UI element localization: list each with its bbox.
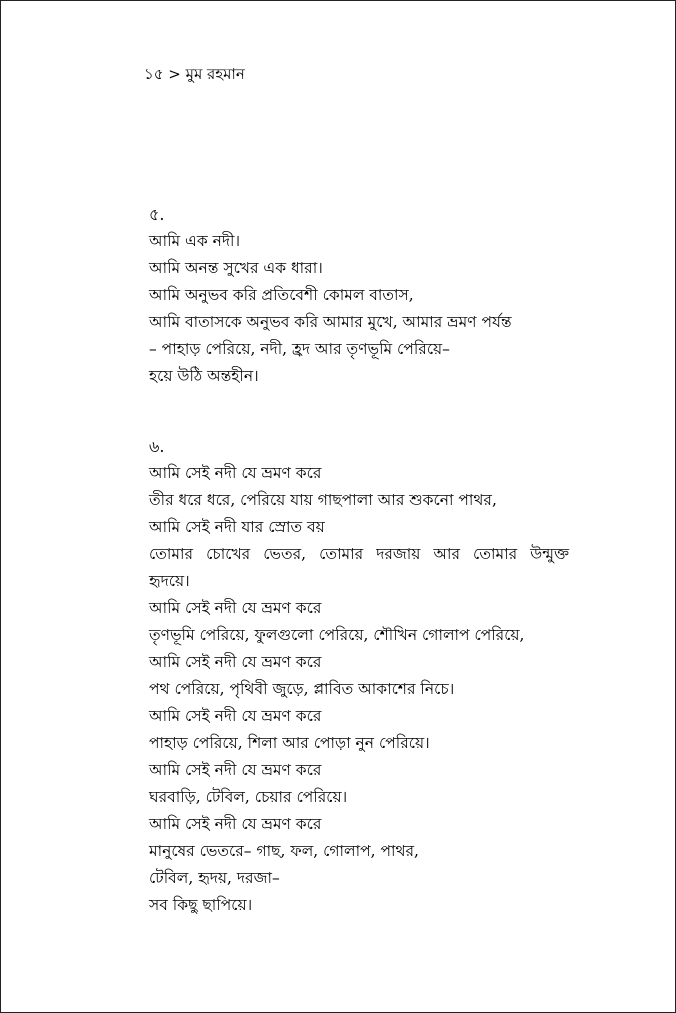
running-header [144,64,245,84]
poem-line: আমি সেই নদী যে ভ্রমণ করে [149,653,322,671]
poem-line: হয়ে উঠি অন্তহীন। [149,367,259,385]
poem-line: আমি অনন্ত সুখের এক ধারা। [149,259,323,277]
poem-line: আমি সেই নদী যে ভ্রমণ করে [149,815,322,833]
poem-line: তোমার চোখের ভেতর, তোমার দরজায় আর তোমার উন্মুক্ত [149,545,569,563]
poem-line: আমি অনুভব করি প্রতিবেশী কোমল বাতাস, [149,286,414,304]
poem-line: আমি সেই নদী যে ভ্রমণ করে [149,707,322,725]
poem-line: হৃদয়ে। [149,572,190,590]
poem-5 [149,201,569,390]
poem-line: তৃণভূমি পেরিয়ে, ফুলগুলো পেরিয়ে, শৌখিন গোলাপ পেরিয়ে, [149,626,525,644]
poem-6 [149,433,569,919]
poem-number: ৬. [149,437,165,456]
poem-line: আমি এক নদী। [149,232,240,250]
poem-line: তীর ধরে ধরে, পেরিয়ে যায় গাছপালা আর শুকনো পাথর, [149,491,497,509]
page-number: ১৫ [144,65,164,83]
poem-line: পথ পেরিয়ে, পৃথিবী জুড়ে, প্লাবিত আকাশের নিচে। [149,680,455,698]
poem-line: – পাহাড় পেরিয়ে, নদী, হ্রদ আর তৃণভূমি পেরিয়ে– [149,340,450,358]
poem-line: ঘরবাড়ি, টেবিল, চেয়ার পেরিয়ে। [149,788,348,806]
poem-line: মানুষের ভেতরে– গাছ, ফল, গোলাপ, পাথর, [149,842,419,860]
poem-number: ৫. [149,205,165,224]
poem-line: আমি সেই নদী যার স্রোত বয় [149,518,325,536]
poem-line: আমি বাতাসকে অনুভব করি আমার মুখে, আমার ভ্রমণ পর্যন্ত [149,313,512,331]
poem-line: পাহাড় পেরিয়ে, শিলা আর পোড়া নুন পেরিয়ে। [149,734,430,752]
poem-line: আমি সেই নদী যে ভ্রমণ করে [149,761,322,779]
author-name: মুম রহমান [185,65,245,83]
header-separator: > [168,65,181,83]
poem-line: টেবিল, হৃদয়, দরজা– [149,869,280,887]
poem-line: আমি সেই নদী যে ভ্রমণ করে [149,464,322,482]
poem-line: আমি সেই নদী যে ভ্রমণ করে [149,599,322,617]
poem-line: সব কিছু ছাপিয়ে। [149,896,253,914]
